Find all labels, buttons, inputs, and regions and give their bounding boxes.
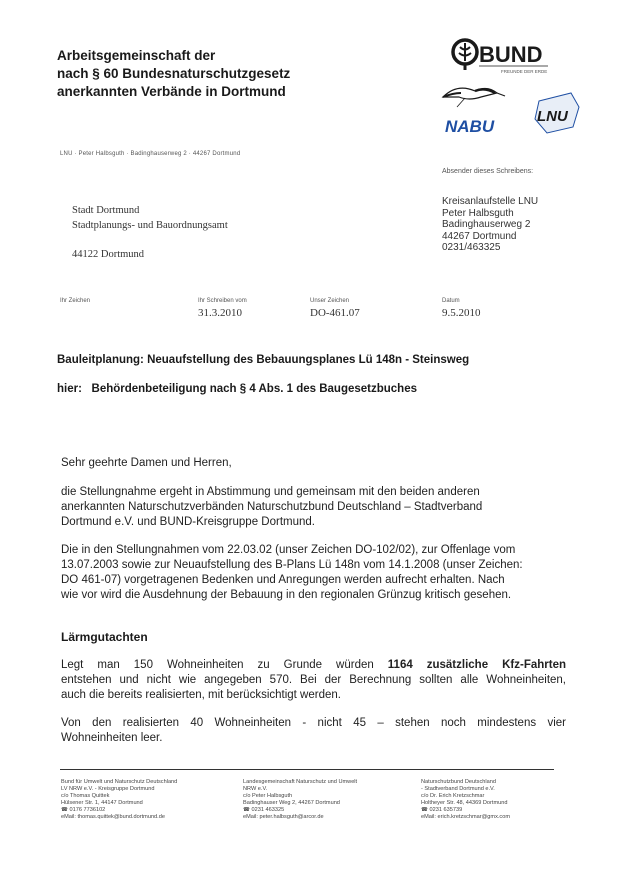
footer-divider [60, 769, 554, 770]
paragraph-4 [61, 716, 566, 746]
footer-bund-line: Bund für Umwelt und Naturschutz Deutschland [61, 779, 178, 785]
paragraph-1-line-2: anerkannten Naturschutzverbänden Naturschutzbund Deutschland – Stadtverband [61, 501, 483, 513]
stork-icon [443, 88, 505, 107]
footer-nabu-line: - Stadtverband Dortmund e.V. [421, 786, 495, 793]
salutation-text: Sehr geehrte Damen und Herren, [61, 457, 232, 469]
date-label: Datum [442, 298, 460, 304]
footer-lnu-contact [243, 779, 357, 822]
date-value: 9.5.2010 [442, 307, 481, 319]
paragraph-2-line-3: DO 461-07) vorgetragenen Bedenken und Anregungen werden aufrecht erhalten. Nach [61, 574, 505, 586]
paragraph-2-line-2: 13.07.2003 sowie zur Neuaufstellung des B-Plans Lü 148n vom 14.1.2008 (unser Zeichen: [61, 559, 523, 571]
subject-detail [57, 383, 417, 395]
paragraph-1 [61, 485, 566, 530]
footer-bund-line: LV NRW e.V. - Kreisgruppe Dortmund [61, 786, 155, 793]
paragraph-4-line-2: Wohneinheiten leer. [61, 732, 163, 744]
sender-line-3: Badinghauserweg 2 [442, 219, 531, 230]
paragraph-3-line-1-text: Legt man 150 Wohneinheiten zu Grunde würden [61, 659, 388, 671]
footer-nabu-contact [421, 779, 510, 822]
footer-nabu-line: Naturschutzbund Deutschland [421, 779, 496, 785]
section-heading-noise-report: Lärmgutachten [61, 630, 148, 644]
nabu-logo: NABU [445, 117, 495, 136]
our-reference-label: Unser Zeichen [310, 298, 350, 304]
footer-lnu-line: Badinghauser Weg 2, 44267 Dortmund [243, 800, 340, 807]
recipient-address [72, 203, 228, 262]
bund-logo-tagline: FREUNDE DER ERDE [501, 69, 548, 74]
association-title [57, 47, 357, 101]
footer-bund-email: eMail: thomas.quittek@bund.dortmund.de [61, 814, 165, 821]
footer-bund-contact [61, 779, 177, 822]
footer-nabu-line: Holtheyer Str. 48, 44369 Dortmund [421, 800, 508, 807]
lnu-logo-name: LNU [537, 108, 568, 125]
footer-bund-line: c/o Thomas Quittek [61, 793, 110, 800]
footer-lnu-email: eMail: peter.halbsguth@arcor.de [243, 814, 324, 821]
sender-line-5: 0231/463325 [442, 242, 501, 253]
recipient-line-2: Stadtplanungs- und Bauordnungsamt [72, 220, 228, 231]
your-letter-date: 31.3.2010 [198, 307, 242, 319]
recipient-line-3: 44122 Dortmund [72, 249, 145, 260]
recipient-line-1: Stadt Dortmund [72, 205, 140, 216]
return-address-line: LNU · Peter Halbsguth · Badinghauserweg 2 · 44267 Dortmund [60, 151, 241, 157]
sender-label: Absender dieses Schreibens: [442, 168, 534, 175]
sender-address [442, 196, 538, 254]
paragraph-3-highlight: 1164 zusätzliche Kfz-Fahrten [387, 659, 566, 671]
our-reference-value: DO-461.07 [310, 307, 360, 319]
sender-line-4: 44267 Dortmund [442, 230, 517, 242]
footer-nabu-line: c/o Dr. Erich Kretzschmar [421, 793, 485, 800]
footer-lnu-line: ☎ 0231 463325 [243, 807, 285, 814]
footer-lnu-line: Landesgemeinschaft Naturschutz und Umwelt [243, 779, 358, 785]
footer-lnu-line: NRW e.V. [243, 786, 268, 793]
paragraph-3-line-2: entstehen und nicht wie angegeben 570. Bei der Berechnung sollten alle Wohneinheiten, [61, 674, 566, 686]
association-title-line-3: anerkannten Verbände in Dortmund [57, 84, 286, 99]
footer-lnu-line: c/o Peter Halbsguth [243, 793, 293, 800]
paragraph-4-line-1: Von den realisierten 40 Wohneinheiten - nicht 45 – stehen noch mindestens vier [61, 717, 566, 729]
your-letter-label: Ihr Schreiben vom [198, 298, 247, 304]
paragraph-3-line-1 [61, 658, 566, 673]
footer-nabu-line: ☎ 0231 635739 [421, 807, 463, 814]
subject-detail-prefix: hier: [57, 383, 82, 395]
your-reference-label: Ihr Zeichen [60, 298, 91, 304]
association-title-line-2: nach § 60 Bundesnaturschutzgesetz [57, 66, 291, 81]
paragraph-2 [61, 543, 566, 603]
sender-line-1: Kreisanlaufstelle LNU [442, 196, 539, 207]
paragraph-3 [61, 658, 566, 703]
sender-line-2: Peter Halbsguth [442, 207, 514, 219]
association-logos [435, 35, 585, 145]
paragraph-2-line-1: Die in den Stellungnahmen vom 22.03.02 (unser Zeichen DO-102/02), zur Offenlage vom [61, 544, 516, 556]
paragraph-2-line-4: wie vor wird die Ausdehnung der Bebauung in den regionalen Grünzug kritisch gesehen. [61, 589, 512, 601]
subject-detail-text: Behördenbeteiligung nach § 4 Abs. 1 des Baugesetzbuches [91, 383, 417, 395]
paragraph-1-line-3: Dortmund e.V. und BUND-Kreisgruppe Dortmund. [61, 516, 315, 528]
footer-nabu-email: eMail: erich.kretzschmar@gmx.com [421, 814, 510, 821]
bund-logo-name: BUND [479, 42, 543, 67]
salutation [61, 456, 566, 471]
paragraph-1-line-1: die Stellungnahme ergeht in Abstimmung und gemeinsam mit den beiden anderen [61, 486, 480, 498]
footer-bund-line: ☎ 0176 7736102 [61, 807, 106, 814]
subject-line: Bauleitplanung: Neuaufstellung des Bebauungsplanes Lü 148n - Steinsweg [57, 354, 470, 366]
lnu-logo [535, 93, 579, 133]
association-title-line-1: Arbeitsgemeinschaft der [57, 48, 216, 63]
bund-logo [453, 40, 548, 74]
footer-bund-line: Hülsener Str. 1, 44147 Dortmund [61, 800, 143, 807]
paragraph-3-line-3: auch die bereits realisierten, mit berücksichtigt werden. [61, 689, 341, 701]
